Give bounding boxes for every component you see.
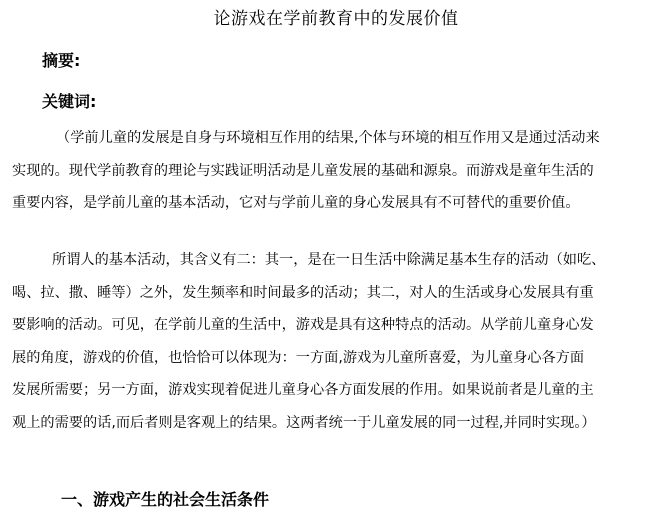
paragraph-line: 实现的。现代学前教育的理论与实践证明活动是儿童发展的基础和源泉。而游戏是童年生活的 [12,162,594,179]
paragraph-line: 发展所需要；另一方面，游戏实现着促进儿童身心各方面发展的作用。如果说前者是儿童的主 [12,382,594,398]
paragraph-line: 展的角度，游戏的价值，也恰恰可以体现为：一方面,游戏为儿童所喜爱，为儿童身心各方面 [12,349,585,366]
paragraph-line: （学前儿童的发展是自身与环境相互作用的结果,个体与环境的相互作用又是通过活动来 [56,130,600,146]
paragraph-line: 重要内容，是学前儿童的基本活动，它对与学前儿童的身心发展具有不可替代的重要价值。 [12,195,580,211]
paragraph-line: 所谓人的基本活动，其含义有二：其一，是在一日生活中除满足基本生存的活动（如吃、 [52,252,606,268]
paragraph-line: 喝、拉、撒、睡等）之外，发生频率和时间最多的活动；其二，对人的生活或身心发展具有重 [12,284,594,301]
paragraph-line: 观上的需要的话,而后者则是客观上的结果。这两者统一于儿童发展的同一过程,并同时实现。） [12,414,596,431]
paragraph-intro [12,122,662,220]
paragraph-basic-activity [12,244,662,439]
section-heading: 一、游戏产生的社会生活条件 [61,490,270,509]
document-title: 论游戏在学前教育中的发展价值 [213,9,459,29]
paragraph-line: 要影响的活动。可见，在学前儿童的生活中，游戏是具有这种特点的活动。从学前儿童身心发 [12,317,594,333]
keywords-label: 关键词: [42,92,97,111]
abstract-label: 摘要: [42,51,81,70]
